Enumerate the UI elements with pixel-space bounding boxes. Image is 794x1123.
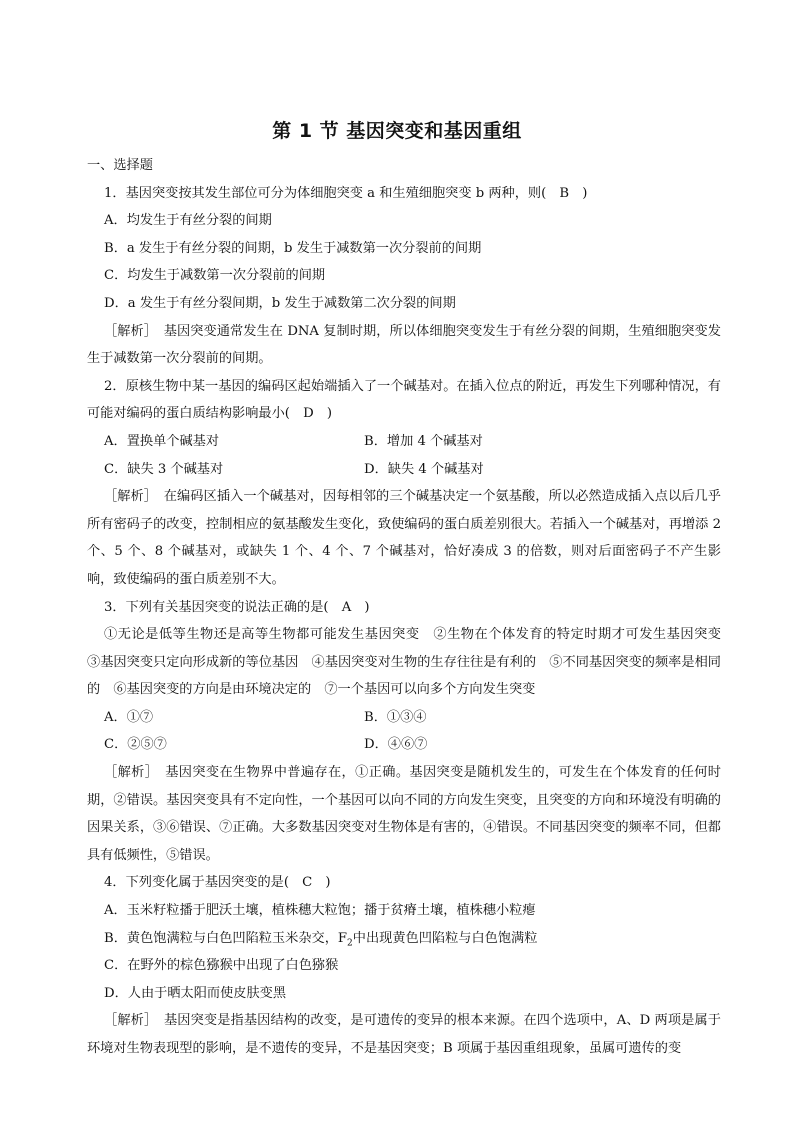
- q1-option-a: A．均发生于有丝分裂的间期: [104, 213, 272, 229]
- q3-option-c: C．②⑤⑦: [104, 737, 167, 753]
- q4-option-b-subscript: 2: [347, 938, 353, 949]
- q2-analysis: ［解析］ 在编码区插入一个碱基对，因每相邻的三个碱基决定一个氨基酸，所以必然造成插入点以后几乎所有密码子的改变，控制相应的氨基酸发生变化，致使编码的蛋白质差别很大。若插入一个碱基对，再增添 2 个、5 个、8 个碱基对，或缺失 1 个、4 个、7 个碱基对，恰好凑成 3 的倍数，则对后面密码子不产生影响，致使编码的蛋白质差别不大。: [87, 489, 721, 587]
- q1-option-b: B．a 发生于有丝分裂的间期，b 发生于减数第一次分裂前的间期: [104, 240, 482, 256]
- q3-option-d: D．④⑥⑦: [364, 737, 428, 753]
- q2-stem: 2．原核生物中某一基因的编码区起始端插入了一个碱基对。在插入位点的附近，再发生下列哪种情况，有可能对编码的蛋白质结构影响最小( D ): [87, 378, 721, 422]
- q2-options-row-2: [87, 456, 721, 484]
- q4-option-b-pre: B．黄色饱满粒与白色凹陷粒玉米杂交，F: [104, 930, 348, 946]
- q3-option-b: B．①③④: [364, 709, 427, 725]
- q2-option-b: B．增加 4 个碱基对: [364, 433, 483, 449]
- q4-stem: 4．下列变化属于基因突变的是( C ): [104, 875, 331, 891]
- q3-analysis: ［解析］ 基因突变在生物界中普遍存在，①正确。基因突变是随机发生的，可发生在个体发育的任何时期，②错误。基因突变具有不定向性，一个基因可以向不同的方向发生突变，且突变的方向和环境没有明确的因果关系，③⑥错误、⑦正确。大多数基因突变对生物体是有害的，④错误。不同基因突变的频率不同，但都具有低频性，⑤错误。: [87, 765, 721, 863]
- q4-analysis: ［解析］ 基因突变是指基因结构的改变，是可遗传的变异的根本来源。在四个选项中，A、D 两项是属于环境对生物表现型的影响，是不遗传的变异，不是基因突变；B 项属于基因重组现象，虽属可遗传的变: [87, 1013, 721, 1056]
- document-body: [87, 152, 735, 1063]
- q4-option-b-post: 中出现黄色凹陷粒与白色饱满粒: [352, 930, 538, 946]
- q2-option-c: C．缺失 3 个碱基对: [104, 461, 224, 477]
- q3-options-row-1: [87, 704, 721, 732]
- q4-option-b: [87, 925, 721, 953]
- q3-option-a: A．①⑦: [104, 709, 154, 725]
- q2-option-a: A．置换单个碱基对: [104, 433, 220, 449]
- q4-option-c: C．在野外的棕色猕猴中出现了白色猕猴: [104, 958, 339, 974]
- q1-option-c: C．均发生于减数第一次分裂前的间期: [104, 268, 326, 284]
- q4-option-a: A．玉米籽粒播于肥沃土壤，植株穗大粒饱；播于贫瘠土壤，植株穗小粒瘪: [104, 903, 536, 919]
- q3-options-row-2: [87, 731, 721, 759]
- q3-stem: 3．下列有关基因突变的说法正确的是( A ): [104, 599, 370, 615]
- q2-options-row-1: [87, 428, 721, 456]
- section-heading: 一、选择题: [87, 158, 153, 173]
- q1-option-d: D．a 发生于有丝分裂间期，b 发生于减数第二次分裂的间期: [104, 295, 456, 311]
- q4-option-d: D．人由于晒太阳而使皮肤变黑: [104, 985, 287, 1001]
- page-title: 第 1 节 基因突变和基因重组: [272, 120, 522, 142]
- q1-analysis: ［解析］ 基因突变通常发生在 DNA 复制时期，所以体细胞突变发生于有丝分裂的间期，生殖细胞突变发生于减数第一次分裂前的间期。: [87, 323, 721, 367]
- q2-option-d: D．缺失 4 个碱基对: [364, 461, 484, 477]
- q3-statements: ①无论是低等生物还是高等生物都可能发生基因突变 ②生物在个体发育的特定时期才可发生基因突变 ③基因突变只定向形成新的等位基因 ④基因突变对生物的生存往往是有利的 ⑤不同基因突变的频率是相同的 ⑥基因突变的方向是由环境决定的 ⑦一个基因可以向多个方向发生突变: [87, 627, 735, 698]
- q1-stem: 1．基因突变按其发生部位可分为体细胞突变 a 和生殖细胞突变 b 两种，则( B ): [104, 185, 588, 201]
